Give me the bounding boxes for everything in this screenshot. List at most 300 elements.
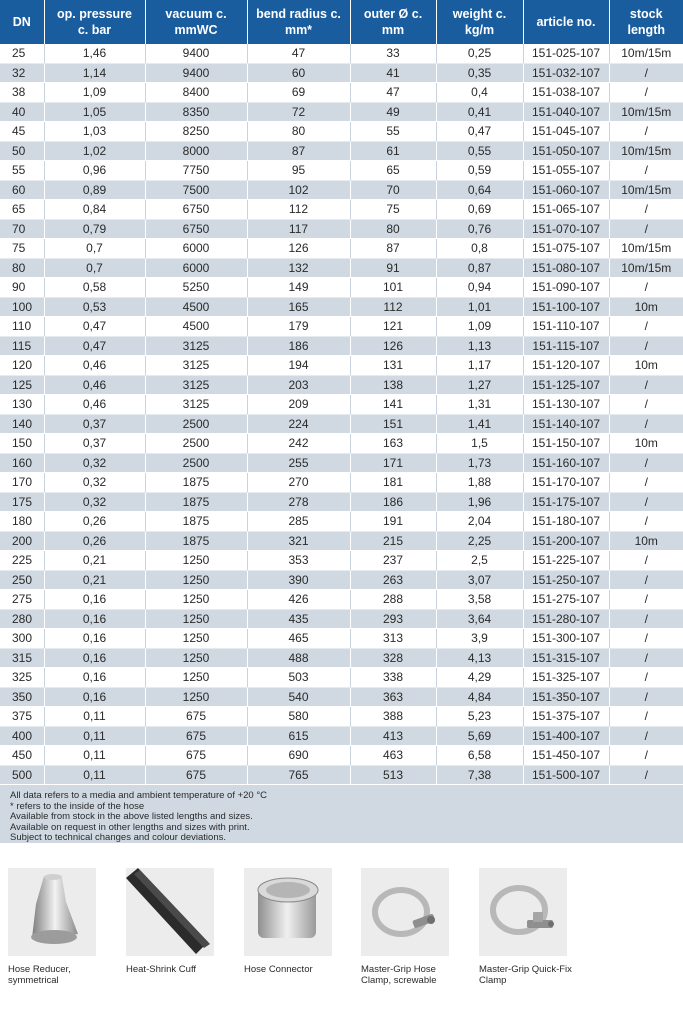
product-hose-clamp[interactable] [361, 868, 461, 986]
cell-weight: 0,64 [436, 180, 523, 200]
cell-op-pressure: 0,16 [44, 590, 145, 610]
cell-weight: 4,84 [436, 687, 523, 707]
cell-stock-length: / [609, 200, 683, 220]
cell-article-no: 151-080-107 [523, 258, 609, 278]
cell-bend-radius: 72 [247, 102, 350, 122]
cell-op-pressure: 1,46 [44, 44, 145, 63]
cell-outer-diameter: 131 [350, 356, 436, 376]
table-row [0, 200, 683, 220]
cell-outer-diameter: 151 [350, 414, 436, 434]
table-row [0, 746, 683, 766]
cell-op-pressure: 0,16 [44, 629, 145, 649]
cell-bend-radius: 209 [247, 395, 350, 415]
cell-dn: 175 [0, 492, 44, 512]
cell-op-pressure: 0,11 [44, 746, 145, 766]
cell-stock-length: 10m [609, 531, 683, 551]
cell-vacuum: 1250 [145, 629, 247, 649]
cell-bend-radius: 69 [247, 83, 350, 103]
cell-op-pressure: 0,32 [44, 453, 145, 473]
cell-op-pressure: 0,7 [44, 239, 145, 259]
cell-weight: 0,8 [436, 239, 523, 259]
table-row [0, 726, 683, 746]
cell-weight: 5,69 [436, 726, 523, 746]
cell-dn: 55 [0, 161, 44, 181]
cell-outer-diameter: 55 [350, 122, 436, 142]
cell-weight: 3,07 [436, 570, 523, 590]
cell-vacuum: 1250 [145, 648, 247, 668]
cell-weight: 1,27 [436, 375, 523, 395]
cell-outer-diameter: 41 [350, 63, 436, 83]
cell-weight: 3,9 [436, 629, 523, 649]
cell-outer-diameter: 338 [350, 668, 436, 688]
cell-vacuum: 9400 [145, 44, 247, 63]
cell-vacuum: 4500 [145, 317, 247, 337]
cell-op-pressure: 0,16 [44, 648, 145, 668]
cell-dn: 140 [0, 414, 44, 434]
cell-vacuum: 6000 [145, 239, 247, 259]
cell-op-pressure: 0,47 [44, 317, 145, 337]
table-row [0, 122, 683, 142]
cell-bend-radius: 426 [247, 590, 350, 610]
cell-vacuum: 1250 [145, 570, 247, 590]
cell-article-no: 151-150-107 [523, 434, 609, 454]
table-row [0, 102, 683, 122]
table-row [0, 395, 683, 415]
cell-op-pressure: 0,37 [44, 414, 145, 434]
cell-dn: 32 [0, 63, 44, 83]
cell-op-pressure: 0,26 [44, 512, 145, 532]
cell-bend-radius: 80 [247, 122, 350, 142]
cell-weight: 0,41 [436, 102, 523, 122]
note-stock: Available from stock in the above listed lengths and sizes. [10, 811, 253, 822]
cell-article-no: 151-315-107 [523, 648, 609, 668]
cell-bend-radius: 465 [247, 629, 350, 649]
note-on-request: Available on request in other lengths and sizes with print. [10, 821, 250, 833]
table-row [0, 590, 683, 610]
cell-outer-diameter: 363 [350, 687, 436, 707]
cell-stock-length: / [609, 551, 683, 571]
cell-article-no: 151-375-107 [523, 707, 609, 727]
table-row [0, 317, 683, 337]
cell-bend-radius: 615 [247, 726, 350, 746]
cell-article-no: 151-025-107 [523, 44, 609, 63]
cell-stock-length: 10m/15m [609, 180, 683, 200]
cell-stock-length: / [609, 648, 683, 668]
cell-outer-diameter: 101 [350, 278, 436, 298]
cell-outer-diameter: 463 [350, 746, 436, 766]
cell-weight: 0,76 [436, 219, 523, 239]
cell-vacuum: 1250 [145, 668, 247, 688]
cell-bend-radius: 194 [247, 356, 350, 376]
header-col-op-pressure: op. pressure c. bar [44, 0, 145, 44]
cell-outer-diameter: 186 [350, 492, 436, 512]
header-col-outer-diameter: outer Ø c. mm [350, 0, 436, 44]
notes-box [0, 785, 683, 843]
cell-bend-radius: 321 [247, 531, 350, 551]
cell-bend-radius: 353 [247, 551, 350, 571]
product-caption-quick-fix-clamp: Master-Grip Quick-Fix Clamp [479, 964, 572, 986]
table-row [0, 63, 683, 83]
cell-op-pressure: 0,46 [44, 375, 145, 395]
cell-bend-radius: 435 [247, 609, 350, 629]
cell-op-pressure: 0,7 [44, 258, 145, 278]
cell-vacuum: 1250 [145, 609, 247, 629]
cell-article-no: 151-075-107 [523, 239, 609, 259]
cell-article-no: 151-175-107 [523, 492, 609, 512]
cell-bend-radius: 278 [247, 492, 350, 512]
cell-op-pressure: 0,46 [44, 356, 145, 376]
cell-outer-diameter: 513 [350, 765, 436, 785]
cell-article-no: 151-400-107 [523, 726, 609, 746]
product-hose-reducer[interactable] [8, 868, 108, 986]
cell-article-no: 151-045-107 [523, 122, 609, 142]
cell-op-pressure: 0,21 [44, 551, 145, 571]
cell-vacuum: 8350 [145, 102, 247, 122]
cell-weight: 2,25 [436, 531, 523, 551]
cell-outer-diameter: 70 [350, 180, 436, 200]
table-row [0, 707, 683, 727]
cell-bend-radius: 132 [247, 258, 350, 278]
cell-op-pressure: 0,11 [44, 765, 145, 785]
cell-weight: 1,09 [436, 317, 523, 337]
cell-stock-length: / [609, 63, 683, 83]
cell-bend-radius: 47 [247, 44, 350, 63]
cell-vacuum: 675 [145, 707, 247, 727]
cell-dn: 115 [0, 336, 44, 356]
cell-weight: 0,35 [436, 63, 523, 83]
cell-outer-diameter: 87 [350, 239, 436, 259]
cell-article-no: 151-160-107 [523, 453, 609, 473]
cell-stock-length: / [609, 122, 683, 142]
cell-dn: 65 [0, 200, 44, 220]
cell-bend-radius: 580 [247, 707, 350, 727]
cell-article-no: 151-325-107 [523, 668, 609, 688]
cell-weight: 1,96 [436, 492, 523, 512]
table-row [0, 434, 683, 454]
cell-op-pressure: 0,79 [44, 219, 145, 239]
hose-connector-icon [244, 868, 332, 956]
cell-bend-radius: 149 [247, 278, 350, 298]
table-row [0, 629, 683, 649]
product-hose-connector[interactable] [244, 868, 344, 976]
cell-bend-radius: 117 [247, 219, 350, 239]
cell-dn: 225 [0, 551, 44, 571]
cell-vacuum: 8000 [145, 141, 247, 161]
cell-dn: 180 [0, 512, 44, 532]
table-row [0, 668, 683, 688]
cell-op-pressure: 0,47 [44, 336, 145, 356]
cell-bend-radius: 102 [247, 180, 350, 200]
table-row [0, 161, 683, 181]
hose-reducer-icon [8, 868, 96, 956]
cell-op-pressure: 1,14 [44, 63, 145, 83]
cell-bend-radius: 255 [247, 453, 350, 473]
cell-bend-radius: 270 [247, 473, 350, 493]
cell-outer-diameter: 191 [350, 512, 436, 532]
table-row [0, 473, 683, 493]
cell-article-no: 151-350-107 [523, 687, 609, 707]
cell-article-no: 151-060-107 [523, 180, 609, 200]
cell-outer-diameter: 388 [350, 707, 436, 727]
cell-vacuum: 1875 [145, 473, 247, 493]
header-col-bend-radius: bend radius c. mm* [247, 0, 350, 44]
cell-dn: 25 [0, 44, 44, 63]
cell-op-pressure: 0,16 [44, 609, 145, 629]
cell-op-pressure: 0,26 [44, 531, 145, 551]
cell-op-pressure: 0,32 [44, 473, 145, 493]
table-row [0, 551, 683, 571]
cell-weight: 1,01 [436, 297, 523, 317]
cell-article-no: 151-070-107 [523, 219, 609, 239]
table-row [0, 414, 683, 434]
cell-dn: 75 [0, 239, 44, 259]
cell-dn: 315 [0, 648, 44, 668]
header-col-dn: DN [0, 0, 44, 44]
cell-dn: 400 [0, 726, 44, 746]
cell-op-pressure: 0,58 [44, 278, 145, 298]
cell-dn: 500 [0, 765, 44, 785]
cell-article-no: 151-280-107 [523, 609, 609, 629]
cell-article-no: 151-055-107 [523, 161, 609, 181]
cell-outer-diameter: 413 [350, 726, 436, 746]
cell-stock-length: 10m [609, 434, 683, 454]
cell-article-no: 151-140-107 [523, 414, 609, 434]
cell-vacuum: 6000 [145, 258, 247, 278]
table-row [0, 492, 683, 512]
cell-article-no: 151-110-107 [523, 317, 609, 337]
cell-vacuum: 3125 [145, 356, 247, 376]
cell-vacuum: 7500 [145, 180, 247, 200]
cell-stock-length: / [609, 668, 683, 688]
cell-outer-diameter: 75 [350, 200, 436, 220]
cell-op-pressure: 0,84 [44, 200, 145, 220]
cell-outer-diameter: 91 [350, 258, 436, 278]
cell-weight: 4,13 [436, 648, 523, 668]
table-row [0, 297, 683, 317]
cell-article-no: 151-200-107 [523, 531, 609, 551]
cell-weight: 3,58 [436, 590, 523, 610]
cell-op-pressure: 0,96 [44, 161, 145, 181]
cell-bend-radius: 285 [247, 512, 350, 532]
cell-stock-length: / [609, 161, 683, 181]
header-row [0, 0, 683, 44]
cell-outer-diameter: 293 [350, 609, 436, 629]
cell-bend-radius: 765 [247, 765, 350, 785]
cell-article-no: 151-170-107 [523, 473, 609, 493]
cell-stock-length: / [609, 219, 683, 239]
cell-vacuum: 2500 [145, 434, 247, 454]
hose-clamp-icon [361, 868, 449, 956]
cell-stock-length: / [609, 765, 683, 785]
table-row [0, 375, 683, 395]
cell-op-pressure: 0,11 [44, 726, 145, 746]
cell-stock-length: / [609, 707, 683, 727]
cell-article-no: 151-050-107 [523, 141, 609, 161]
header-col-stock-length: stock length [609, 0, 683, 44]
note-bend-radius: * refers to the inside of the hose [10, 800, 145, 812]
cell-outer-diameter: 181 [350, 473, 436, 493]
cell-dn: 60 [0, 180, 44, 200]
cell-vacuum: 6750 [145, 200, 247, 220]
cell-article-no: 151-450-107 [523, 746, 609, 766]
cell-dn: 250 [0, 570, 44, 590]
table-row [0, 356, 683, 376]
cell-dn: 160 [0, 453, 44, 473]
cell-dn: 280 [0, 609, 44, 629]
cell-article-no: 151-500-107 [523, 765, 609, 785]
cell-article-no: 151-130-107 [523, 395, 609, 415]
cell-stock-length: / [609, 726, 683, 746]
cell-op-pressure: 0,37 [44, 434, 145, 454]
table-row [0, 512, 683, 532]
cell-article-no: 151-032-107 [523, 63, 609, 83]
cell-outer-diameter: 171 [350, 453, 436, 473]
cell-bend-radius: 95 [247, 161, 350, 181]
cell-weight: 0,4 [436, 83, 523, 103]
cell-vacuum: 1875 [145, 492, 247, 512]
cell-outer-diameter: 80 [350, 219, 436, 239]
cell-article-no: 151-125-107 [523, 375, 609, 395]
heat-shrink-cuff-icon [126, 868, 214, 956]
cell-weight: 0,69 [436, 200, 523, 220]
cell-outer-diameter: 65 [350, 161, 436, 181]
cell-dn: 50 [0, 141, 44, 161]
cell-vacuum: 4500 [145, 297, 247, 317]
cell-weight: 0,47 [436, 122, 523, 142]
cell-article-no: 151-100-107 [523, 297, 609, 317]
table-row [0, 648, 683, 668]
cell-vacuum: 2500 [145, 414, 247, 434]
cell-article-no: 151-225-107 [523, 551, 609, 571]
cell-stock-length: / [609, 746, 683, 766]
product-quick-fix-clamp[interactable] [479, 868, 579, 986]
cell-weight: 1,5 [436, 434, 523, 454]
cell-op-pressure: 1,03 [44, 122, 145, 142]
cell-article-no: 151-090-107 [523, 278, 609, 298]
cell-article-no: 151-120-107 [523, 356, 609, 376]
cell-bend-radius: 126 [247, 239, 350, 259]
cell-dn: 120 [0, 356, 44, 376]
cell-vacuum: 5250 [145, 278, 247, 298]
cell-op-pressure: 1,05 [44, 102, 145, 122]
table-row [0, 687, 683, 707]
cell-stock-length: / [609, 83, 683, 103]
cell-stock-length: 10m [609, 297, 683, 317]
cell-stock-length: / [609, 609, 683, 629]
cell-op-pressure: 0,16 [44, 687, 145, 707]
cell-stock-length: / [609, 473, 683, 493]
cell-bend-radius: 203 [247, 375, 350, 395]
cell-article-no: 151-040-107 [523, 102, 609, 122]
cell-article-no: 151-065-107 [523, 200, 609, 220]
cell-weight: 0,25 [436, 44, 523, 63]
note-technical-changes: Subject to technical changes and colour deviations. [10, 832, 226, 843]
cell-outer-diameter: 237 [350, 551, 436, 571]
cell-vacuum: 1875 [145, 512, 247, 532]
cell-stock-length: / [609, 590, 683, 610]
cell-stock-length: / [609, 687, 683, 707]
cell-dn: 90 [0, 278, 44, 298]
cell-stock-length: / [609, 336, 683, 356]
table-row [0, 765, 683, 785]
table-row [0, 258, 683, 278]
cell-dn: 40 [0, 102, 44, 122]
cell-dn: 325 [0, 668, 44, 688]
cell-vacuum: 7750 [145, 161, 247, 181]
cell-stock-length: / [609, 375, 683, 395]
cell-weight: 5,23 [436, 707, 523, 727]
cell-dn: 375 [0, 707, 44, 727]
cell-dn: 130 [0, 395, 44, 415]
table-row [0, 141, 683, 161]
cell-vacuum: 3125 [145, 336, 247, 356]
cell-dn: 45 [0, 122, 44, 142]
cell-dn: 150 [0, 434, 44, 454]
cell-op-pressure: 0,11 [44, 707, 145, 727]
cell-outer-diameter: 313 [350, 629, 436, 649]
cell-weight: 1,13 [436, 336, 523, 356]
cell-outer-diameter: 288 [350, 590, 436, 610]
cell-article-no: 151-275-107 [523, 590, 609, 610]
cell-vacuum: 8250 [145, 122, 247, 142]
cell-outer-diameter: 47 [350, 83, 436, 103]
cell-op-pressure: 0,16 [44, 668, 145, 688]
table-row [0, 531, 683, 551]
cell-stock-length: 10m/15m [609, 258, 683, 278]
cell-dn: 200 [0, 531, 44, 551]
header-col-weight: weight c. kg/m [436, 0, 523, 44]
cell-weight: 1,31 [436, 395, 523, 415]
cell-stock-length: / [609, 317, 683, 337]
cell-vacuum: 1875 [145, 531, 247, 551]
cell-weight: 2,5 [436, 551, 523, 571]
cell-dn: 275 [0, 590, 44, 610]
cell-op-pressure: 1,09 [44, 83, 145, 103]
cell-weight: 1,88 [436, 473, 523, 493]
cell-vacuum: 8400 [145, 83, 247, 103]
spec-table-header [0, 0, 683, 44]
cell-article-no: 151-300-107 [523, 629, 609, 649]
cell-outer-diameter: 121 [350, 317, 436, 337]
cell-article-no: 151-038-107 [523, 83, 609, 103]
cell-bend-radius: 503 [247, 668, 350, 688]
cell-weight: 1,17 [436, 356, 523, 376]
cell-weight: 4,29 [436, 668, 523, 688]
cell-vacuum: 6750 [145, 219, 247, 239]
cell-outer-diameter: 126 [350, 336, 436, 356]
note-temperature: All data refers to a media and ambient temperature of +20 °C [10, 790, 268, 801]
quick-fix-clamp-icon [479, 868, 567, 956]
cell-weight: 0,59 [436, 161, 523, 181]
cell-stock-length: 10m [609, 356, 683, 376]
cell-vacuum: 675 [145, 746, 247, 766]
cell-weight: 7,38 [436, 765, 523, 785]
cell-article-no: 151-180-107 [523, 512, 609, 532]
accessories-row [0, 868, 683, 1018]
table-row [0, 219, 683, 239]
product-heat-shrink-cuff[interactable] [126, 868, 226, 976]
cell-bend-radius: 186 [247, 336, 350, 356]
table-row [0, 336, 683, 356]
cell-stock-length: 10m/15m [609, 239, 683, 259]
cell-outer-diameter: 263 [350, 570, 436, 590]
cell-outer-diameter: 328 [350, 648, 436, 668]
cell-dn: 300 [0, 629, 44, 649]
cell-bend-radius: 179 [247, 317, 350, 337]
product-caption-heat-shrink-cuff: Heat-Shrink Cuff [126, 964, 197, 975]
cell-dn: 125 [0, 375, 44, 395]
cell-weight: 0,87 [436, 258, 523, 278]
